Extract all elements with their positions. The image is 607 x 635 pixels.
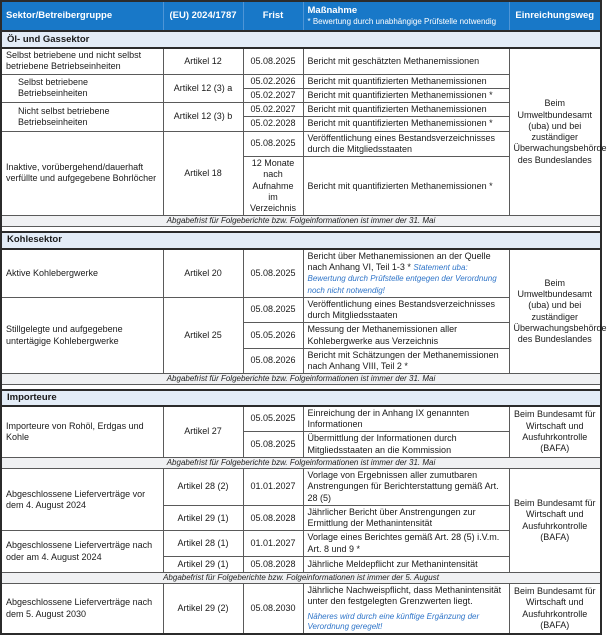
coal-r2c-measure-cell: Bericht mit Schätzungen der Methanemissionen nach Anhang VIII, Teil 2 * (303, 348, 509, 374)
importers-r4-statement: Näheres wird durch eine künftige Ergänzung der Verordnung geregelt! (307, 612, 480, 632)
importers-r3b-deadline-cell: 05.08.2028 (243, 556, 303, 572)
importers-r2b-deadline-cell: 05.08.2028 (243, 505, 303, 531)
importers-r3a-measure-cell: Vorlage eines Berichtes gemäß Art. 28 (5) i.V.m. Art. 8 und 9 * (303, 531, 509, 557)
coal-r1-deadline-cell: 05.08.2025 (243, 249, 303, 298)
importers-channel-cell-3: Beim Bundesamt für Wirtschaft und Ausfuhrkontrolle (BAFA) (509, 583, 601, 634)
note-row-importers-2 (1, 572, 601, 583)
table-row (1, 583, 601, 634)
section-row-coal (1, 232, 601, 249)
oil-r2a-deadline-cell: 05.02.2026 (243, 74, 303, 88)
table-row (1, 469, 601, 506)
importers-r2-sector-cell: Abgeschlossene Lieferverträge vor dem 4. August 2024 (1, 469, 163, 531)
oil-r3-sector-cell: Nicht selbst betriebene Betriebseinheiten (1, 103, 163, 132)
importers-r1b-measure-cell: Übermittlung der Informationen durch Mitgliedsstaaten an die Kommission (303, 432, 509, 458)
importers-r3b-article-cell: Artikel 29 (1) (163, 556, 243, 572)
table-row (1, 48, 601, 74)
section-row-oil-gas (1, 31, 601, 48)
coal-r2-sector-cell: Stillgelegte und aufgegebene untertägige Kohlebergwerke (1, 297, 163, 374)
coal-r2b-deadline-cell: 05.05.2026 (243, 323, 303, 349)
importers-r2a-measure-cell: Vorlage von Ergebnissen aller zumutbaren Anstrengungen für Berichterstattung gemäß Art. 28 (5) (303, 469, 509, 506)
coal-r1-measure-cell (303, 249, 509, 298)
note-importers-1-text: Abgabefrist für Folgeberichte bzw. Folgeinformationen ist immer der 31. Mai (1, 458, 601, 469)
table-header-row (1, 1, 601, 31)
oil-r3a-measure-cell: Bericht mit quantifizierten Methanemissionen (303, 103, 509, 117)
coal-r2a-measure-cell: Veröffentlichung eines Bestandsverzeichnisses durch Mitgliedsstaaten (303, 297, 509, 323)
oil-r1-article-cell: Artikel 12 (163, 48, 243, 74)
note-row-importers-1 (1, 458, 601, 469)
coal-r2c-deadline-cell: 05.08.2026 (243, 348, 303, 374)
oil-r4-article-cell: Artikel 18 (163, 131, 243, 216)
header-channel: Einreichungsweg (509, 1, 601, 31)
importers-r2b-measure-cell: Jährlicher Bericht über Anstrengungen zur Ermittlung der Methanintensität (303, 505, 509, 531)
oil-channel-cell: Beim Umweltbundesamt (uba) und bei zuständiger Überwachungsbehörde des Bundeslandes (509, 48, 601, 216)
importers-r2b-article-cell: Artikel 29 (1) (163, 505, 243, 531)
importers-r3a-article-cell: Artikel 28 (1) (163, 531, 243, 557)
header-regulation: (EU) 2024/1787 (163, 1, 243, 31)
coal-r2-article-cell: Artikel 25 (163, 297, 243, 374)
importers-r4-deadline-cell: 05.08.2030 (243, 583, 303, 634)
oil-r2b-deadline-cell: 05.02.2027 (243, 88, 303, 102)
header-sector: Sektor/Betreibergruppe (1, 1, 163, 31)
coal-r1-measure-text: Bericht über Methanemissionen an der Quelle nach Anhang VI, Teil 1-3 * (307, 250, 491, 272)
oil-r4b-measure-cell: Bericht mit quantifizierten Methanemissionen * (303, 157, 509, 216)
table-row (1, 249, 601, 298)
oil-r2-sector-cell: Selbst betriebene Betriebseinheiten (1, 74, 163, 103)
oil-r2a-measure-cell: Bericht mit quantifizierten Methanemissionen (303, 74, 509, 88)
importers-r1-article-cell: Artikel 27 (163, 406, 243, 458)
importers-r2a-article-cell: Artikel 28 (2) (163, 469, 243, 506)
importers-r1b-deadline-cell: 05.08.2025 (243, 432, 303, 458)
oil-r1-measure-cell: Bericht mit geschätzten Methanemissionen (303, 48, 509, 74)
section-row-importers (1, 390, 601, 406)
oil-r2b-measure-cell: Bericht mit quantifizierten Methanemissionen * (303, 88, 509, 102)
header-measure-note: * Bewertung durch unabhängige Prüfstelle notwendig (307, 16, 497, 26)
oil-r3-article-cell: Artikel 12 (3) b (163, 103, 243, 132)
importers-r3a-deadline-cell: 01.01.2027 (243, 531, 303, 557)
header-measure-title: Maßnahme (307, 5, 358, 17)
note-row-oil (1, 216, 601, 227)
oil-r4a-measure-cell: Veröffentlichung eines Bestandsverzeichnisses durch die Mitgliedsstaaten (303, 131, 509, 157)
importers-r3-sector-cell: Abgeschlossene Lieferverträge nach oder am 4. August 2024 (1, 531, 163, 573)
importers-channel-cell-1: Beim Bundesamt für Wirtschaft und Ausfuhrkontrolle (BAFA) (509, 406, 601, 458)
note-oil-text: Abgabefrist für Folgeberichte bzw. Folgeinformationen ist immer der 31. Mai (1, 216, 601, 227)
note-coal-text: Abgabefrist für Folgeberichte bzw. Folgeinformationen ist immer der 31. Mai (1, 374, 601, 385)
oil-r3b-measure-cell: Bericht mit quantifizierten Methanemissionen * (303, 117, 509, 131)
header-measure (303, 1, 509, 31)
importers-r1-sector-cell: Importeure von Rohöl, Erdgas und Kohle (1, 406, 163, 458)
oil-r4-sector-cell: Inaktive, vorübergehend/dauerhaft verfüllte und aufgegebene Bohrlöcher (1, 131, 163, 216)
importers-r4-sector-cell: Abgeschlossene Lieferverträge nach dem 5. August 2030 (1, 583, 163, 634)
oil-r4a-deadline-cell: 05.08.2025 (243, 131, 303, 157)
importers-r4-article-cell: Artikel 29 (2) (163, 583, 243, 634)
oil-r3b-deadline-cell: 05.02.2028 (243, 117, 303, 131)
importers-channel-cell-2: Beim Bundesamt für Wirtschaft und Ausfuhrkontrolle (BAFA) (509, 469, 601, 573)
header-deadline: Frist (243, 1, 303, 31)
oil-r2-article-cell: Artikel 12 (3) a (163, 74, 243, 103)
importers-r2a-deadline-cell: 01.01.2027 (243, 469, 303, 506)
oil-r4b-deadline-cell: 12 Monate nach Aufnahme im Verzeichnis (243, 157, 303, 216)
importers-r1a-deadline-cell: 05.05.2025 (243, 406, 303, 432)
coal-r1-sector-cell: Aktive Kohlebergwerke (1, 249, 163, 298)
section-title-oil-gas: Öl- und Gassektor (1, 31, 601, 48)
section-title-coal: Kohlesektor (1, 232, 601, 249)
oil-r3a-deadline-cell: 05.02.2027 (243, 103, 303, 117)
coal-channel-cell: Beim Umweltbundesamt (uba) und bei zuständiger Überwachungsbehörde des Bundeslandes (509, 249, 601, 374)
importers-r1a-measure-cell: Einreichung der in Anhang IX genannten Informationen (303, 406, 509, 432)
oil-r1-deadline-cell: 05.08.2025 (243, 48, 303, 74)
coal-r1-article-cell: Artikel 20 (163, 249, 243, 298)
table-row (1, 406, 601, 432)
note-row-coal (1, 374, 601, 385)
section-title-importers: Importeure (1, 390, 601, 406)
coal-r2a-deadline-cell: 05.08.2025 (243, 297, 303, 323)
coal-r2b-measure-cell: Messung der Methanemissionen aller Kohlebergwerke aus Verzeichnis (303, 323, 509, 349)
importers-r4-measure-cell (303, 583, 509, 634)
note-importers-2-text: Abgabefrist für Folgeberichte bzw. Folgeinformationen ist immer der 5. August (1, 572, 601, 583)
coal-r1-uba-statement: Statement uba: Bewertung durch Prüfstelle entgegen der Verordnung noch nicht notwendig! (307, 263, 497, 295)
oil-r1-sector-cell: Selbst betriebene und nicht selbst betriebene Betriebseinheiten (1, 48, 163, 74)
importers-r3b-measure-cell: Jährliche Meldepflicht zur Methanintensität (303, 556, 509, 572)
importers-r4-measure-text: Jährliche Nachweispflicht, dass Methanintensität unter den festgelegten Grenzwerten liegt. (307, 584, 502, 607)
